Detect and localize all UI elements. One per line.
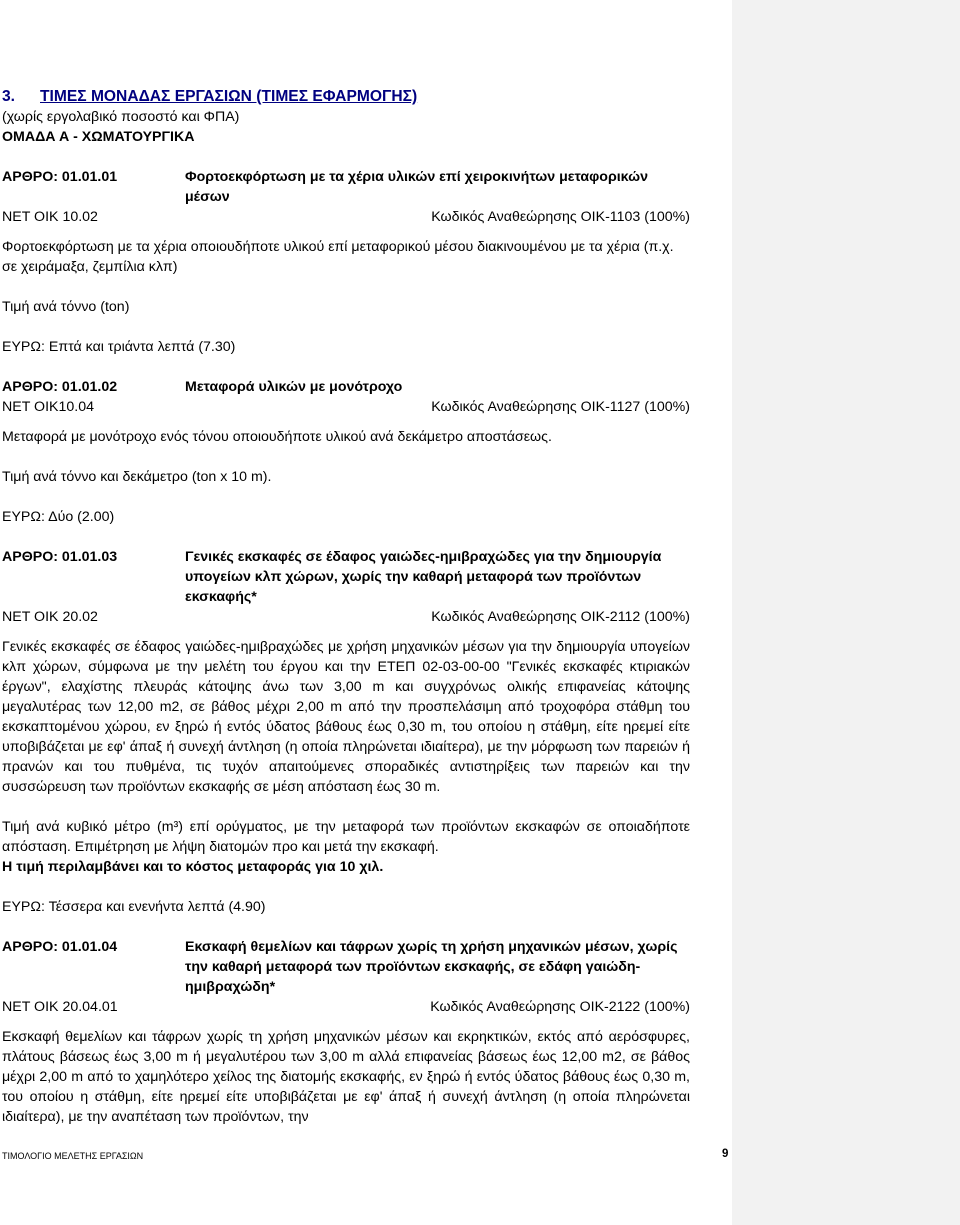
- article-code: ΑΡΘΡΟ: 01.01.03: [2, 549, 118, 565]
- section-title-text: ΤΙΜΕΣ ΜΟΝΑΔΑΣ ΕΡΓΑΣΙΩΝ (ΤΙΜΕΣ ΕΦΑΡΜΟΓΗΣ): [40, 88, 418, 105]
- section-subtitle: (χωρίς εργολαβικό ποσοστό και ΦΠΑ): [2, 109, 240, 125]
- article-note: Η τιμή περιλαμβάνει και το κόστος μεταφοράς για 10 χιλ.: [2, 859, 384, 875]
- article-net-row: [2, 207, 690, 227]
- net-code: ΝΕΤ ΟΙΚ10.04: [2, 399, 95, 415]
- article-header: [2, 377, 690, 397]
- net-code: ΝΕΤ ΟΙΚ 10.02: [2, 209, 98, 225]
- document-content: [0, 87, 732, 1127]
- article-title: Γενικές εκσκαφές σε έδαφος γαιώδες-ημιβραχώδες για την δημιουργία υπογείων κλπ χώρων, χωρίς την καθαρή μεταφορά των προϊόντων εκσκαφής*: [185, 549, 662, 605]
- article-code: ΑΡΘΡΟ: 01.01.02: [2, 379, 118, 395]
- article-price: ΕΥΡΩ: Επτά και τριάντα λεπτά (7.30): [2, 339, 236, 355]
- article-header: [2, 937, 690, 997]
- article-net-row: [2, 607, 690, 627]
- article-title: Μεταφορά υλικών με μονότροχο: [185, 379, 403, 395]
- article-description: Μεταφορά με μονότροχο ενός τόνου οποιουδήποτε υλικού ανά δεκάμετρο αποστάσεως.: [2, 429, 552, 445]
- article-unit: Τιμή ανά τόννο και δεκάμετρο (ton x 10 m).: [2, 469, 272, 485]
- page-number: 9: [722, 1148, 729, 1160]
- article-unit: Τιμή ανά τόννο (ton): [2, 299, 130, 315]
- article-price: ΕΥΡΩ: Τέσσερα και ενενήντα λεπτά (4.90): [2, 899, 266, 915]
- article-net-row: [2, 397, 690, 417]
- section-number: 3.: [2, 88, 16, 105]
- article-title: Εκσκαφή θεμελίων και τάφρων χωρίς τη χρήση μηχανικών μέσων, χωρίς την καθαρή μεταφορά των προϊόντων εκσκαφής, σε εδάφη γαιώδη-ημιβραχώδη*: [185, 939, 678, 995]
- group-title: ΟΜΑΔΑ Α - ΧΩΜΑΤΟΥΡΓΙΚΑ: [2, 129, 195, 145]
- net-code: ΝΕΤ ΟΙΚ 20.04.01: [2, 999, 118, 1015]
- article-unit: Τιμή ανά κυβικό μέτρο (m³) επί ορύγματος, με την μεταφορά των προϊόντων εκσκαφών σε οποιαδήποτε απόσταση. Επιμέτρηση με λήψη διατομών προ και μετά την εκσκαφή.: [2, 819, 690, 855]
- right-margin-panel: [732, 0, 960, 1225]
- article-description: Εκσκαφή θεμελίων και τάφρων χωρίς τη χρήση μηχανικών μέσων και εκρηκτικών, εκτός από αερόσφυρες, πλάτους βάσεως έως 3,00 m ή μεγαλυτέρου των 3,00 m αλλά επιφανείας βάσεως έως 12,00 m2, σε βάθος μέχρι 2,00 m από το χαμηλότερο χείλος της διατομής εκσκαφής, εν ξηρώ ή εντός ύδατος βάθους έως 0,30 m, του οποίου η στάθμη, είτε ηρεμεί είτε υποβιβάζεται με εφ' άπαξ ή συνεχή άντληση (η οποία πληρώνεται ιδιαίτερα), με την αναπέταση των προϊόντων, την: [2, 1029, 690, 1125]
- article-header: [2, 167, 690, 207]
- revision-code: Κωδικός Αναθεώρησης ΟΙΚ-2112 (100%): [431, 609, 690, 625]
- article-net-row: [2, 997, 690, 1017]
- article-header: [2, 547, 690, 607]
- net-code: ΝΕΤ ΟΙΚ 20.02: [2, 609, 98, 625]
- revision-code: Κωδικός Αναθεώρησης ΟΙΚ-2122 (100%): [430, 999, 690, 1015]
- revision-code: Κωδικός Αναθεώρησης ΟΙΚ-1127 (100%): [431, 399, 690, 415]
- article-code: ΑΡΘΡΟ: 01.01.01: [2, 169, 118, 185]
- article-price: ΕΥΡΩ: Δύο (2.00): [2, 509, 115, 525]
- article-code: ΑΡΘΡΟ: 01.01.04: [2, 939, 118, 955]
- article-title: Φορτοεκφόρτωση με τα χέρια υλικών επί χειροκινήτων μεταφορικών μέσων: [185, 169, 649, 205]
- article-description: Γενικές εκσκαφές σε έδαφος γαιώδες-ημιβραχώδες με χρήση μηχανικών μέσων για την δημιουργία υπογείων κλπ χώρων, σύμφωνα με την μελέτη του έργου και την ΕΤΕΠ 02-03-00-00 "Γενικές εκσκαφές κτιριακών έργων", ελαχίστης πλευράς κάτοψης άνω των 3,00 m και συγχρόνως ολικής επιφανείας κάτοψης μεγαλυτέρας των 12,00 m2, σε βάθος μέχρι 2,00 m από την προσπελάσιμη από τροχοφόρα στάθμη του εκσκαπτομένου χώρου, εν ξηρώ ή εντός ύδατος βάθους έως 0,30 m, του οποίου η στάθμη, είτε ηρεμεί είτε υποβιβάζεται με εφ' άπαξ ή συνεχή άντληση (η οποία πληρώνεται ιδιαίτερα), με την μόρφωση των παρειών ή πρανών και του πυθμένα, τις τυχόν απαιτούμενες σποραδικές αντιστηρίξεις των παρειών και την συσσώρευση των προϊόντων εκσκαφής σε μέση απόσταση έως 30 m.: [2, 639, 690, 795]
- revision-code: Κωδικός Αναθεώρησης ΟΙΚ-1103 (100%): [431, 209, 690, 225]
- footer-doc-title: ΤΙΜΟΛΟΓΙΟ ΜΕΛΕΤΗΣ ΕΡΓΑΣΙΩΝ: [2, 1151, 144, 1161]
- section-title: [2, 87, 690, 107]
- article-description: Φορτοεκφόρτωση με τα χέρια οποιουδήποτε υλικού επί μεταφορικού μέσου διακινουμένου με τα χέρια (π.χ. σε χειράμαξα, ζεμπίλια κλπ): [2, 239, 674, 275]
